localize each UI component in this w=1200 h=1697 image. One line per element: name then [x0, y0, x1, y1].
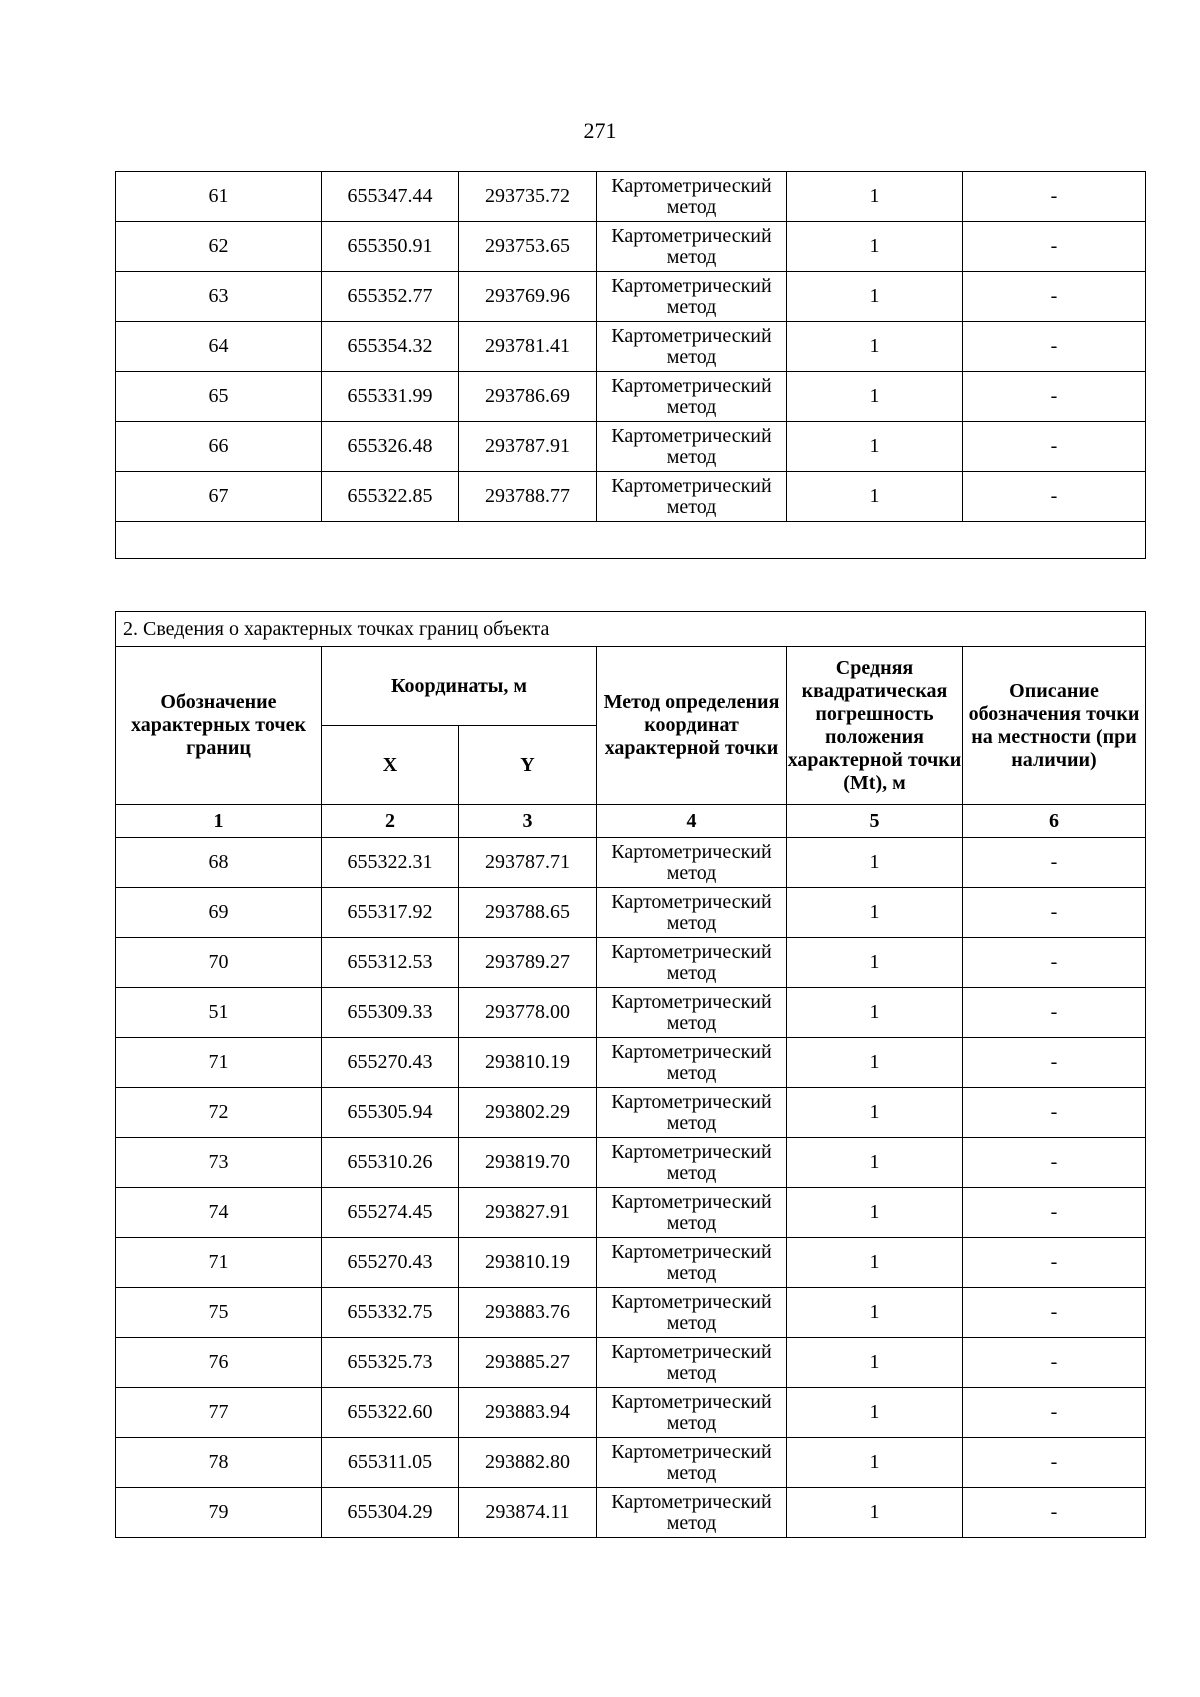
mt-cell: 1	[787, 322, 963, 372]
mt-cell: 1	[787, 838, 963, 888]
method-cell	[597, 472, 787, 522]
table-row	[116, 472, 1146, 522]
method-line1: Картометрический	[611, 174, 772, 197]
method-line2: метод	[666, 1461, 717, 1484]
desc-cell: -	[963, 222, 1146, 272]
desc-cell: -	[963, 372, 1146, 422]
method-cell	[597, 988, 787, 1038]
x-cell: 655312.53	[322, 938, 459, 988]
desc-cell: -	[963, 1038, 1146, 1088]
x-cell: 655332.75	[322, 1288, 459, 1338]
x-cell: 655354.32	[322, 322, 459, 372]
method-line1: Картометрический	[611, 940, 772, 963]
mt-cell: 1	[787, 372, 963, 422]
point-cell: 64	[116, 322, 322, 372]
boundary-points-table-continued	[115, 171, 1146, 559]
table-row	[116, 222, 1146, 272]
x-cell: 655322.31	[322, 838, 459, 888]
x-cell: 655322.85	[322, 472, 459, 522]
method-line2: метод	[666, 445, 717, 468]
desc-cell: -	[963, 1238, 1146, 1288]
table-row	[116, 988, 1146, 1038]
mt-cell: 1	[787, 988, 963, 1038]
method-cell	[597, 1038, 787, 1088]
method-line2: метод	[666, 495, 717, 518]
point-cell: 66	[116, 422, 322, 472]
method-cell	[597, 838, 787, 888]
mt-cell: 1	[787, 1338, 963, 1388]
y-cell: 293874.11	[459, 1488, 597, 1538]
method-line1: Картометрический	[611, 1490, 772, 1513]
desc-cell: -	[963, 888, 1146, 938]
x-cell: 655311.05	[322, 1438, 459, 1488]
method-cell	[597, 938, 787, 988]
point-cell: 77	[116, 1388, 322, 1438]
section-title: 2. Сведения о характерных точках границ объекта	[116, 612, 1146, 647]
page-number: 271	[583, 118, 617, 143]
mt-cell: 1	[787, 222, 963, 272]
point-cell: 63	[116, 272, 322, 322]
desc-cell: -	[963, 1338, 1146, 1388]
header-desc: Описание обозначения точки на местности (при наличии)	[963, 647, 1146, 805]
point-cell: 75	[116, 1288, 322, 1338]
method-cell	[597, 272, 787, 322]
method-cell	[597, 1238, 787, 1288]
mt-cell: 1	[787, 172, 963, 222]
table-row	[116, 1388, 1146, 1438]
x-cell: 655304.29	[322, 1488, 459, 1538]
x-cell: 655325.73	[322, 1338, 459, 1388]
table-row	[116, 322, 1146, 372]
table-row	[116, 372, 1146, 422]
desc-cell: -	[963, 1138, 1146, 1188]
method-cell	[597, 1338, 787, 1388]
point-cell: 73	[116, 1138, 322, 1188]
table-header	[116, 612, 1146, 838]
method-line2: метод	[666, 1511, 717, 1534]
method-line1: Картометрический	[611, 474, 772, 497]
x-cell: 655317.92	[322, 888, 459, 938]
x-cell: 655310.26	[322, 1138, 459, 1188]
table-row	[116, 1088, 1146, 1138]
y-cell: 293769.96	[459, 272, 597, 322]
table-row	[116, 422, 1146, 472]
mt-cell: 1	[787, 1238, 963, 1288]
desc-cell: -	[963, 472, 1146, 522]
desc-cell: -	[963, 322, 1146, 372]
desc-cell: -	[963, 1488, 1146, 1538]
method-line1: Картометрический	[611, 1440, 772, 1463]
method-line2: метод	[666, 1211, 717, 1234]
method-line2: метод	[666, 1261, 717, 1284]
mt-cell: 1	[787, 1388, 963, 1438]
mt-cell: 1	[787, 938, 963, 988]
method-line2: метод	[666, 861, 717, 884]
method-cell	[597, 1288, 787, 1338]
x-cell: 655322.60	[322, 1388, 459, 1438]
method-line1: Картометрический	[611, 1290, 772, 1313]
method-cell	[597, 1388, 787, 1438]
table-row	[116, 1338, 1146, 1388]
x-cell: 655347.44	[322, 172, 459, 222]
method-line2: метод	[666, 395, 717, 418]
method-line1: Картометрический	[611, 274, 772, 297]
point-cell: 68	[116, 838, 322, 888]
method-cell	[597, 1438, 787, 1488]
x-cell: 655274.45	[322, 1188, 459, 1238]
method-line2: метод	[666, 961, 717, 984]
mt-cell: 1	[787, 472, 963, 522]
method-line1: Картометрический	[611, 1240, 772, 1263]
method-line1: Картометрический	[611, 1340, 772, 1363]
method-cell	[597, 322, 787, 372]
method-line2: метод	[666, 245, 717, 268]
point-cell: 79	[116, 1488, 322, 1538]
y-cell: 293819.70	[459, 1138, 597, 1188]
x-cell: 655270.43	[322, 1038, 459, 1088]
mt-cell: 1	[787, 1288, 963, 1338]
method-line2: метод	[666, 1361, 717, 1384]
x-cell: 655352.77	[322, 272, 459, 322]
desc-cell: -	[963, 422, 1146, 472]
point-cell: 71	[116, 1238, 322, 1288]
y-cell: 293735.72	[459, 172, 597, 222]
mt-cell: 1	[787, 272, 963, 322]
point-cell: 76	[116, 1338, 322, 1388]
method-line1: Картометрический	[611, 424, 772, 447]
mt-cell: 1	[787, 1438, 963, 1488]
empty-cell	[116, 522, 1146, 559]
desc-cell: -	[963, 1088, 1146, 1138]
method-line2: метод	[666, 911, 717, 934]
y-cell: 293810.19	[459, 1238, 597, 1288]
y-cell: 293781.41	[459, 322, 597, 372]
method-cell	[597, 172, 787, 222]
y-cell: 293810.19	[459, 1038, 597, 1088]
method-line1: Картометрический	[611, 1040, 772, 1063]
mt-cell: 1	[787, 1038, 963, 1088]
method-line1: Картометрический	[611, 374, 772, 397]
mt-cell: 1	[787, 1088, 963, 1138]
y-cell: 293885.27	[459, 1338, 597, 1388]
desc-cell: -	[963, 1288, 1146, 1338]
column-number: 5	[787, 805, 963, 838]
y-cell: 293753.65	[459, 222, 597, 272]
method-cell	[597, 1138, 787, 1188]
point-cell: 51	[116, 988, 322, 1038]
point-cell: 71	[116, 1038, 322, 1088]
x-cell: 655350.91	[322, 222, 459, 272]
method-line2: метод	[666, 345, 717, 368]
header-coords: Координаты, м	[322, 647, 597, 726]
mt-cell: 1	[787, 888, 963, 938]
table-row	[116, 1138, 1146, 1188]
method-line2: метод	[666, 1161, 717, 1184]
y-cell: 293787.71	[459, 838, 597, 888]
point-cell: 74	[116, 1188, 322, 1238]
x-cell: 655270.43	[322, 1238, 459, 1288]
table-row	[116, 838, 1146, 888]
method-cell	[597, 372, 787, 422]
point-cell: 62	[116, 222, 322, 272]
method-line1: Картометрический	[611, 840, 772, 863]
y-cell: 293786.69	[459, 372, 597, 422]
y-cell: 293787.91	[459, 422, 597, 472]
method-line2: метод	[666, 195, 717, 218]
method-line2: метод	[666, 1061, 717, 1084]
column-number: 2	[322, 805, 459, 838]
method-cell	[597, 888, 787, 938]
mt-cell: 1	[787, 1488, 963, 1538]
table-row	[116, 272, 1146, 322]
point-cell: 61	[116, 172, 322, 222]
header-mt: Средняя квадратическая погрешность положения характерной точки (Mt), м	[787, 647, 963, 805]
desc-cell: -	[963, 1388, 1146, 1438]
y-cell: 293883.76	[459, 1288, 597, 1338]
column-number: 4	[597, 805, 787, 838]
method-line2: метод	[666, 1411, 717, 1434]
method-line1: Картометрический	[611, 990, 772, 1013]
table-row	[116, 1438, 1146, 1488]
table-row	[116, 1488, 1146, 1538]
method-line2: метод	[666, 1111, 717, 1134]
method-line1: Картометрический	[611, 224, 772, 247]
method-line1: Картометрический	[611, 1090, 772, 1113]
table-row	[116, 1238, 1146, 1288]
point-cell: 70	[116, 938, 322, 988]
header-y: Y	[459, 726, 597, 805]
method-cell	[597, 222, 787, 272]
y-cell: 293788.65	[459, 888, 597, 938]
header-point: Обозначение характерных точек границ	[116, 647, 322, 805]
y-cell: 293802.29	[459, 1088, 597, 1138]
desc-cell: -	[963, 988, 1146, 1038]
method-line1: Картометрический	[611, 1190, 772, 1213]
x-cell: 655331.99	[322, 372, 459, 422]
method-line1: Картометрический	[611, 1140, 772, 1163]
table-row	[116, 1038, 1146, 1088]
table-row	[116, 1288, 1146, 1338]
desc-cell: -	[963, 1188, 1146, 1238]
point-cell: 65	[116, 372, 322, 422]
method-line1: Картометрический	[611, 1390, 772, 1413]
y-cell: 293883.94	[459, 1388, 597, 1438]
x-cell: 655309.33	[322, 988, 459, 1038]
point-cell: 78	[116, 1438, 322, 1488]
point-cell: 69	[116, 888, 322, 938]
column-number: 6	[963, 805, 1146, 838]
table-body	[116, 172, 1146, 559]
boundary-points-table	[115, 611, 1146, 1538]
table-row	[116, 888, 1146, 938]
y-cell: 293789.27	[459, 938, 597, 988]
method-line1: Картометрический	[611, 890, 772, 913]
y-cell: 293882.80	[459, 1438, 597, 1488]
x-cell: 655305.94	[322, 1088, 459, 1138]
header-x: X	[322, 726, 459, 805]
header-method: Метод определения координат характерной точки	[597, 647, 787, 805]
x-cell: 655326.48	[322, 422, 459, 472]
y-cell: 293827.91	[459, 1188, 597, 1238]
y-cell: 293778.00	[459, 988, 597, 1038]
point-cell: 67	[116, 472, 322, 522]
table-row	[116, 172, 1146, 222]
desc-cell: -	[963, 1438, 1146, 1488]
table-row	[116, 1188, 1146, 1238]
column-number: 1	[116, 805, 322, 838]
method-cell	[597, 422, 787, 472]
desc-cell: -	[963, 272, 1146, 322]
method-line1: Картометрический	[611, 324, 772, 347]
method-cell	[597, 1188, 787, 1238]
method-cell	[597, 1088, 787, 1138]
y-cell: 293788.77	[459, 472, 597, 522]
method-line2: метод	[666, 1311, 717, 1334]
mt-cell: 1	[787, 1188, 963, 1238]
method-line2: метод	[666, 1011, 717, 1034]
desc-cell: -	[963, 838, 1146, 888]
column-number: 3	[459, 805, 597, 838]
mt-cell: 1	[787, 1138, 963, 1188]
table-row	[116, 938, 1146, 988]
desc-cell: -	[963, 172, 1146, 222]
method-line2: метод	[666, 295, 717, 318]
method-cell	[597, 1488, 787, 1538]
point-cell: 72	[116, 1088, 322, 1138]
desc-cell: -	[963, 938, 1146, 988]
table-body	[116, 838, 1146, 1538]
mt-cell: 1	[787, 422, 963, 472]
empty-row	[116, 522, 1146, 559]
